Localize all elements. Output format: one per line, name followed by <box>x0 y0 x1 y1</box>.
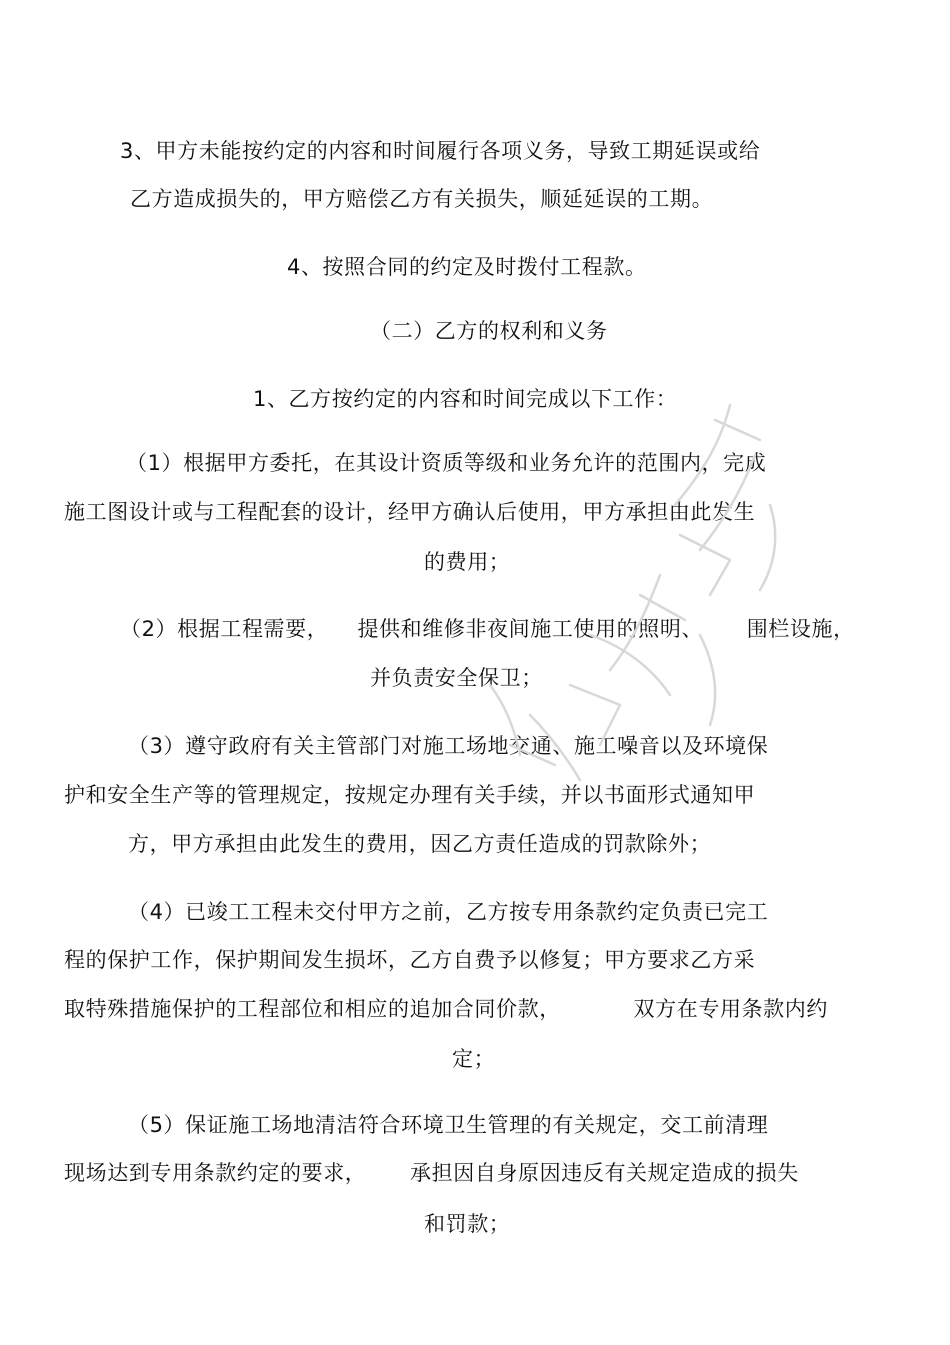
section-heading: （二）乙方的权利和义务 <box>370 319 608 343</box>
text-line-1: 3、甲方未能按约定的内容和时间履行各项义务，导致工期延误或给 <box>120 139 761 163</box>
text-line-19: 现场达到专用条款约定的要求， 承担因自身原因违反有关规定造成的损失 <box>64 1161 799 1185</box>
text-line-12: 护和安全生产等的管理规定，按规定办理有关手续，并以书面形式通知甲 <box>64 783 756 807</box>
text-line-16: 取特殊措施保护的工程部位和相应的追加合同价款， 双方在专用条款内约 <box>64 997 828 1021</box>
text-line-8: 的费用； <box>424 550 511 574</box>
text-line-5: 1、乙方按约定的内容和时间完成以下工作： <box>253 387 678 411</box>
text-line-15: 程的保护工作，保护期间发生损坏，乙方自费予以修复；甲方要求乙方采 <box>64 948 756 972</box>
text-line-14: （4）已竣工工程未交付甲方之前，乙方按专用条款约定负责已完工 <box>128 900 769 924</box>
text-line-7: 施工图设计或与工程配套的设计，经甲方确认后使用，甲方承担由此发生 <box>64 500 756 524</box>
text-line-3: 4、按照合同的约定及时拨付工程款。 <box>287 255 647 279</box>
text-line-2: 乙方造成损失的，甲方赔偿乙方有关损失，顺延延误的工期。 <box>130 187 714 211</box>
text-line-20: 和罚款； <box>424 1212 511 1236</box>
text-line-6: （1）根据甲方委托，在其设计资质等级和业务允许的范围内，完成 <box>126 451 767 475</box>
text-line-17: 定； <box>452 1047 496 1071</box>
text-line-18: （5）保证施工场地清洁符合环境卫生管理的有关规定，交工前清理 <box>128 1113 769 1137</box>
text-line-10: 并负责安全保卫； <box>370 666 543 690</box>
text-line-13: 方，甲方承担由此发生的费用，因乙方责任造成的罚款除外； <box>128 832 712 856</box>
text-line-11: （3）遵守政府有关主管部门对施工场地交通、施工噪音以及环境保 <box>128 734 769 758</box>
text-line-9: （2）根据工程需要， 提供和维修非夜间施工使用的照明、 围栏设施， <box>120 617 855 641</box>
